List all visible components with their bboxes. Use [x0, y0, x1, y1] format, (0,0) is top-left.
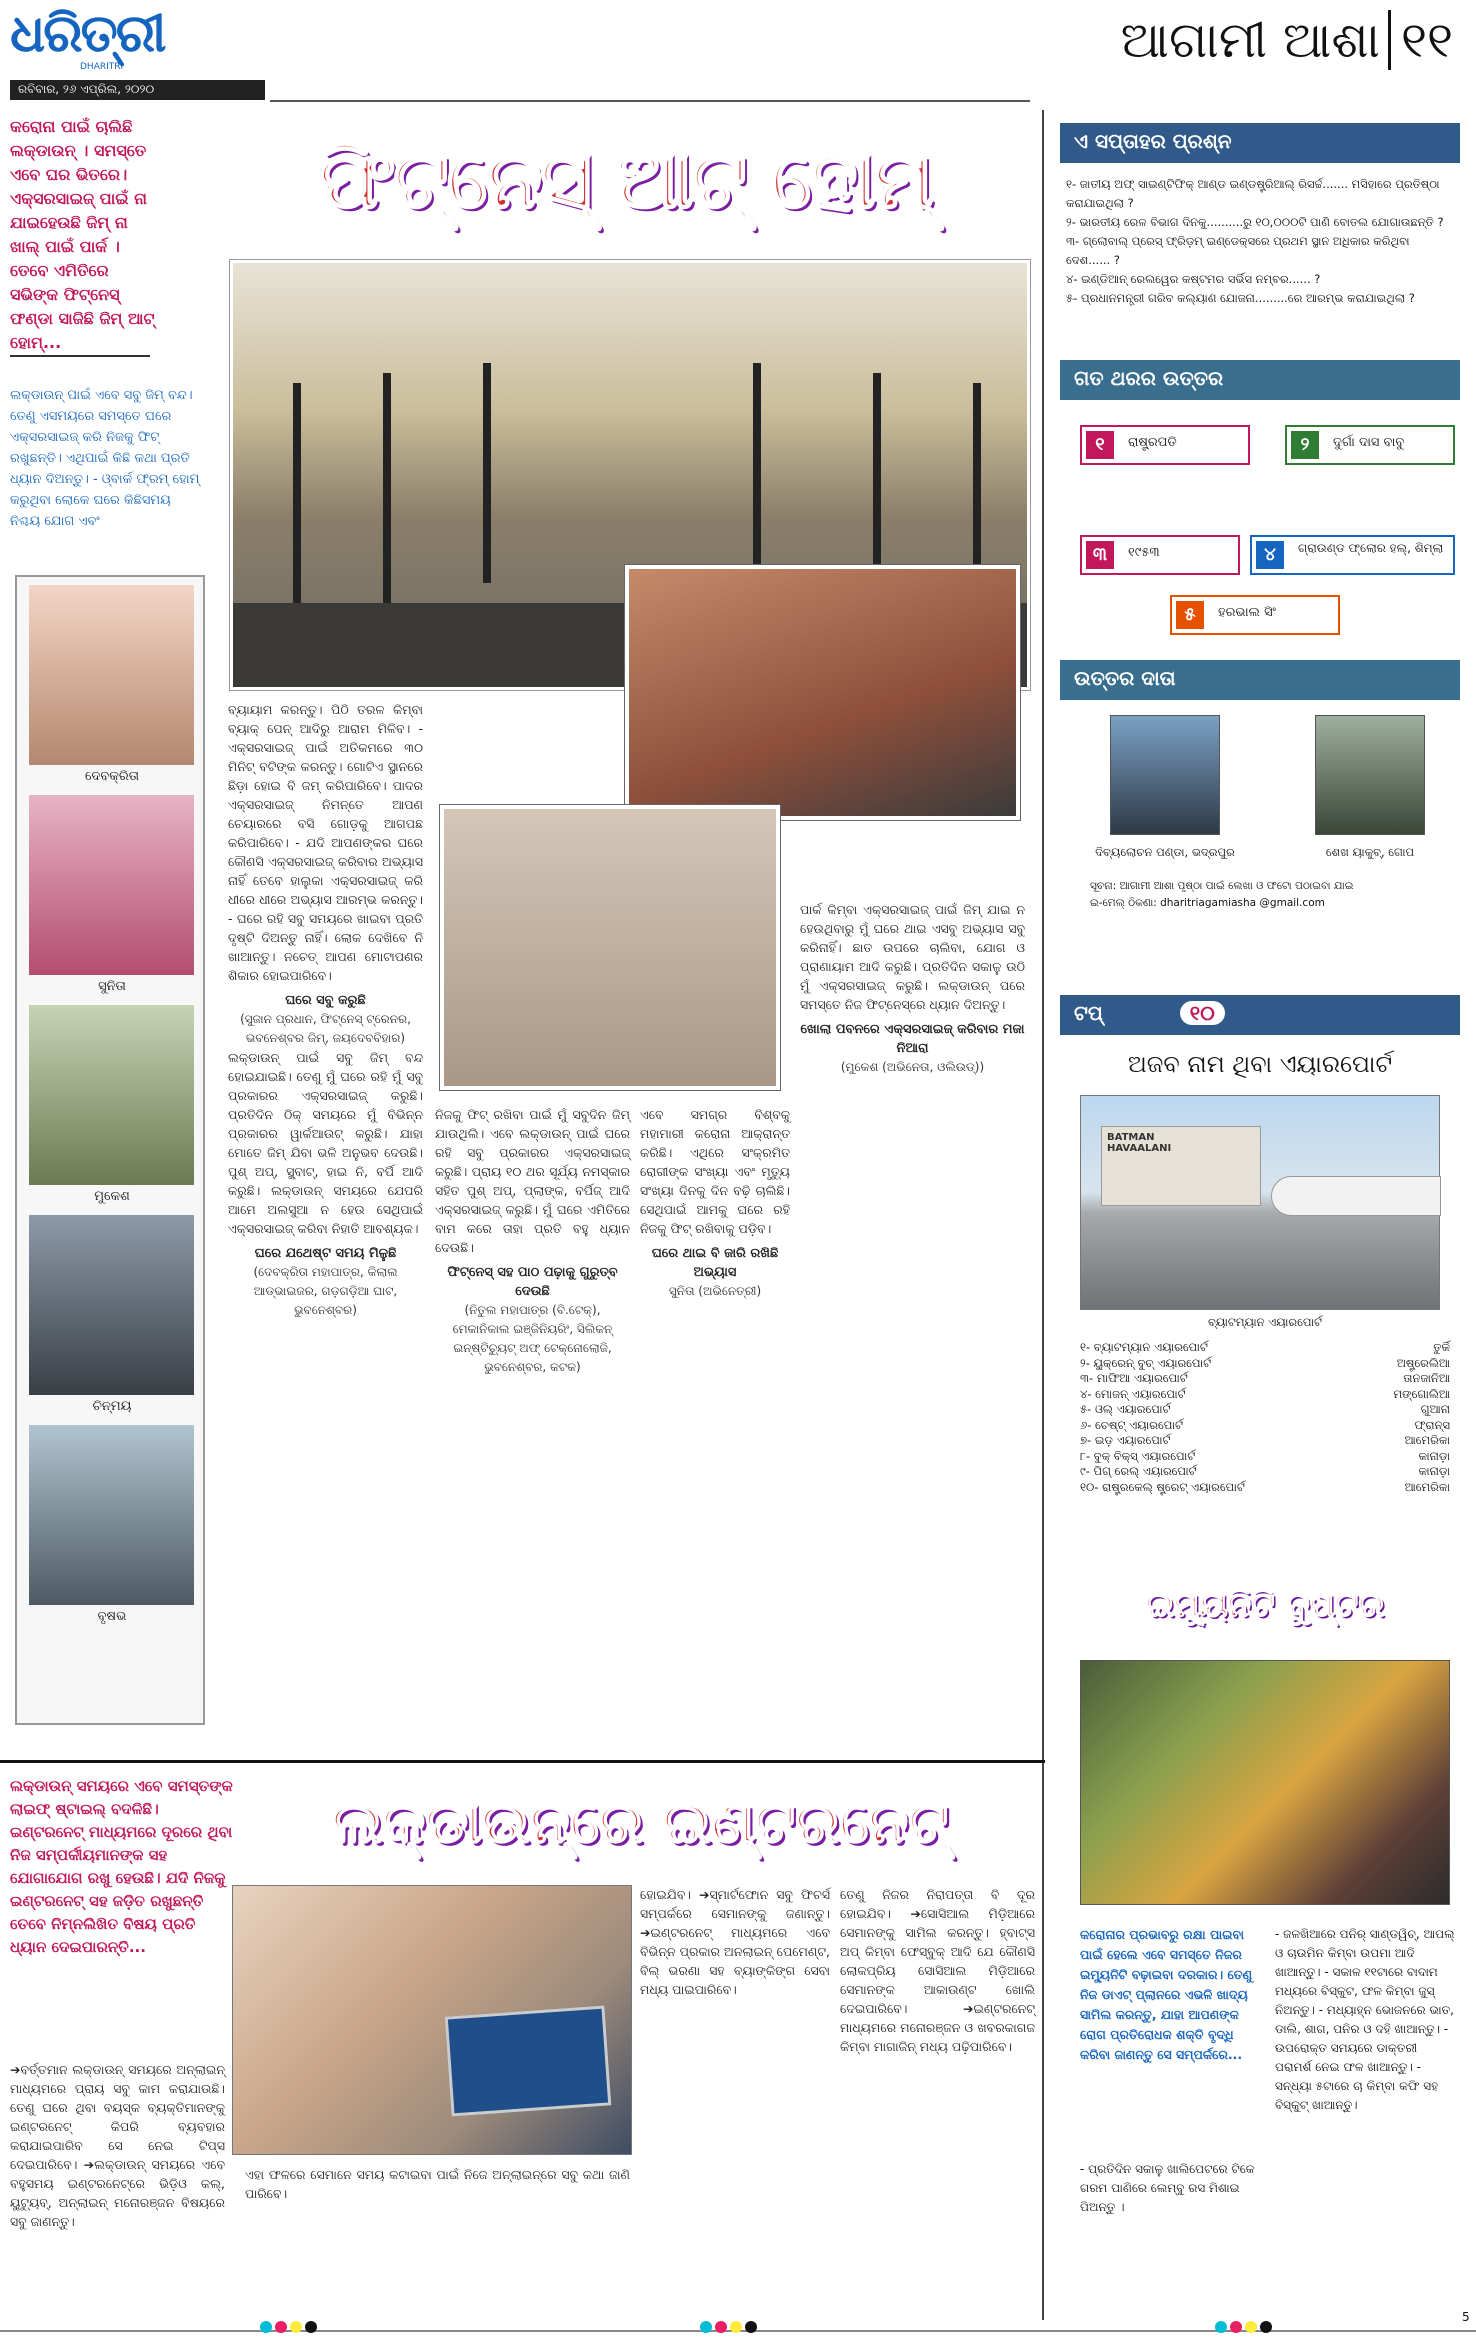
logo-text: ଧରିତ୍ରୀ: [10, 4, 165, 64]
section-divider: [0, 1760, 1045, 1763]
reg-mark-magenta: [275, 2321, 287, 2333]
solvers-header: ଉତ୍ତର ଦାତା: [1060, 660, 1460, 700]
portrait-photo: [29, 1005, 194, 1185]
body-column: ତେଣୁ ନିଜର ନିରାପତ୍ତା ବି ଦୂର ହୋଇଯିବ। ➔ସୋସିଆଲ ମିଡ଼ିଆରେ ସେମାନଙ୍କୁ ସାମିଲ କରନ୍ତୁ। ହ୍ବାଟ୍ସ ଅପ୍ କିମ୍ବା ଫେସ୍‌ବୁକ୍ ଆଦି ଯେ କୌଣସି ଲୋକପ୍ରିୟ ସୋସିଆଲ ମିଡ଼ିଆରେ ସେମାନଙ୍କ ଆକାଉଣ୍ଟ ଖୋଲି ଦେଇପାରିବେ। ➔ଇଣ୍ଟରନେଟ୍ ମାଧ୍ୟମରେ ମନୋରଞ୍ଜନ ଓ ଖବରକାଗଜ କିମ୍ବା ମାଗାଜିନ୍ ମଧ୍ୟ ପଢ଼ିପାରିବେ।: [840, 1887, 1035, 2054]
body-text: ଲକ୍‌ଡାଉନ୍ ପାଇଁ ସବୁ ଜିମ୍ ବନ୍ଦ ହୋଇଯାଇଛି। ତେଣୁ ମୁଁ ଘରେ ରହି ମୁଁ ସବୁ ପ୍ରକାରର ଏକ୍ସରସାଇଜ୍ କରୁଛି। ପ୍ରତିଦିନ ଠିକ୍ ସମୟରେ ମୁଁ ବିଭିନ୍ନ ପ୍ରକାରର ୱାର୍କଆଉଟ୍ କରୁଛି। ଯାହା ମୋତେ ଜିମ୍ ଯିବା ଭଳି ଅନୁଭବ ଦେଉଛି। ପୁଶ୍ ଅପ୍, ସ୍କ୍ବାଟ୍, ହାଇ ନି, ବର୍ପି ଆଦି କରୁଛି। ଲକ୍‌ଡାଉନ୍ ସମୟରେ ଯେପରି ଆମେ ଅଲସୁଆ ନ ହେଉ ସେଥିପାଇଁ ଏକ୍ସରସାଇଜ୍ କରିବା ନିହାତି ଆବଶ୍ୟକ।: [228, 1050, 423, 1236]
submission-note: ସୂଚନା: ଆଗାମୀ ଆଶା ପୃଷ୍ଠା ପାଇଁ ଲେଖା ଓ ଫଟୋ ପଠାଇବା ଯାଇ: [1090, 880, 1354, 892]
answers-header: ଗତ ଥରର ଉତ୍ତର: [1060, 360, 1460, 400]
airport-name: ୪- ମୋଜନ୍ ଏୟାରପୋର୍ଟ: [1080, 1386, 1186, 1401]
byline: (ମୁକେଶ (ଅଭିନେତା, ଓଲିଉଡ୍)): [840, 1060, 985, 1074]
reg-mark-cyan: [700, 2321, 712, 2333]
subhead: ଘରେ ଥାଇ ବି ଜାରି ରଖିଛି ଅଭ୍ୟାସ: [651, 1246, 779, 1280]
food-photo: [1080, 1660, 1450, 1905]
reg-mark-black: [745, 2321, 757, 2333]
reg-mark-black: [305, 2321, 317, 2333]
solver-name: ଦିବ୍ୟଲୋଚନ ପଣ୍ଡା, ଭଦ୍ରପୁର: [1095, 845, 1235, 859]
immunity-title: ଇମ୍ୟୁନିଟି ବୁଷ୍ଟର: [1145, 1585, 1385, 1625]
airport-name: ୭- ଇଡ଼ ଏୟାରପୋର୍ଟ: [1080, 1433, 1171, 1447]
page-number: ୧୧: [1388, 10, 1468, 70]
answer-text: ହରଭାଲ ସିଂ: [1218, 605, 1276, 620]
airport-name: ୧୦- ରାଷ୍ଟ୍ରକେଲ୍ ଷ୍ଟ୍ରେଟ୍ ଏୟାରପୋର୍ଟ: [1080, 1479, 1245, 1494]
body-column: [640, 1105, 790, 1301]
quiz-question: ୪- ଇଣ୍ଡିଆନ୍ ରେଲୱେର କଷ୍ଟମର ସର୍ଭିସ ନମ୍ବର...... ?: [1066, 272, 1321, 286]
answer-text: ଦୁର୍ଗା ଦାସ ବାବୁ: [1333, 435, 1405, 450]
body-text: ଏବେ ସମଗ୍ର ବିଶ୍ବକୁ ମହାମାରୀ କରୋନା ଆକ୍ରାନ୍ତ କରିଛି। ଏଥିରେ ସଂକ୍ରମିତ ରୋଗୀଙ୍କ ସଂଖ୍ୟା ଏବଂ ମୃତ୍ୟୁ ସଂଖ୍ୟା ଦିନକୁ ଦିନ ବଢ଼ି ଚାଲିଛି। ସେଥିପାଇଁ ଆମକୁ ଘରେ ରହି ନିଜକୁ ଫିଟ୍ ରଖିବାକୁ ପଡ଼ିବ।: [640, 1107, 790, 1236]
airport-country: କାନାଡ଼ା: [1418, 1464, 1450, 1478]
quiz-header: ଏ ସପ୍ତାହର ପ୍ରଶ୍ନ: [1060, 123, 1460, 163]
airport-country: ମଙ୍ଗୋଲିଆ: [1393, 1386, 1450, 1401]
issue-date: ରବିବାର, ୨୬ ଏପ୍ରିଲ, ୨୦୨୦: [10, 80, 265, 100]
portrait-caption: ଦେବକ୍ରିତା: [84, 769, 140, 784]
body-column: [435, 1105, 630, 1377]
body-column: ହୋଇଯିବ। ➔ସ୍ମାର୍ଟଫୋନ ସବୁ ଫିଚର୍ସ ସମ୍ପର୍କରେ ସେମାନଙ୍କୁ ଜଣାନ୍ତୁ। ➔ଇଣ୍ଟରନେଟ୍ ମାଧ୍ୟମରେ ଏବେ ବିଭିନ୍ନ ପ୍ରକାର ଅନଲାଇନ୍ ପେମେଣ୍ଟ, ବିଲ୍ ଭରଣା ସହ ବ୍ୟାଙ୍କିଙ୍ଗ ସେବା ମଧ୍ୟ ପାଇପାରିବେ।: [640, 1887, 830, 1997]
portrait-photo: [29, 585, 194, 765]
quiz-question: ୫- ପ୍ରଧାନମନ୍ତ୍ରୀ ଗରିବ କଲ୍ୟାଣ ଯୋଜନା.........ରେ ଆରମ୍ଭ କରାଯାଇଥିଲା ?: [1066, 291, 1415, 305]
reg-mark-black: [1260, 2321, 1272, 2333]
reg-mark-magenta: [715, 2321, 727, 2333]
reg-mark-yellow: [730, 2321, 742, 2333]
kneeling-athlete-photo: [440, 805, 780, 1090]
airport-country: ତାନଜାନିଆ: [1403, 1371, 1450, 1385]
reg-mark-cyan: [260, 2321, 272, 2333]
reg-mark-yellow: [1245, 2321, 1257, 2333]
registration-marks: [260, 2318, 320, 2332]
reg-mark-cyan: [1215, 2321, 1227, 2333]
portrait-photo: [29, 1425, 194, 1605]
immunity-intro: କରୋନାର ପ୍ରଭାବରୁ ରକ୍ଷା ପାଇବା ପାଇଁ ହେଲେ ଏବେ ସମସ୍ତେ ନିଜର ଇମ୍ୟୁନିଟି ବଢ଼ାଇବା ଦରକାର। ତେଣୁ ନିଜ ଡାଏଟ୍ ପ୍ଲାନରେ ଏଭଳି ଖାଦ୍ୟ ସାମିଲ କରନ୍ତୁ, ଯାହା ଆପଣଙ୍କ ରୋଗ ପ୍ରତିରୋଧକ ଶକ୍ତି ବୃଦ୍ଧି କରିବା ଜାଣନ୍ତୁ ସେ ସମ୍ପର୍କରେ...: [1080, 1927, 1253, 2062]
immunity-tip: - ଜଳଖିଆରେ ପନିର୍ ସାଣ୍ଡୱିଚ୍, ଆପଲ୍ ଓ ଚାଉମିନ କିମ୍ବା ଉପମା ଆଦି ଖାଆନ୍ତୁ। - ସକାଳ ୧୧ଟାରେ ବାଦାମ ମଧ୍ୟରେ ବିସ୍କୁଟ, ଫଳ କିମ୍ବା ଜୁସ୍ ନିଅନ୍ତୁ। - ମଧ୍ୟାହ୍ନ ଭୋଜନରେ ଭାତ, ଡାଲି, ଶାଗ, ପନିର ଓ ଦହି ଖାଆନ୍ତୁ। - ଉପରୋକ୍ତ ସମୟରେ ଡାକ୍ତରୀ ପରାମର୍ଶ ନେଇ ଫଳ ଖାଆନ୍ତୁ। - ସନ୍ଧ୍ୟା ୫ଟାରେ ଚା କିମ୍ବା କଫି ସହ ବିସ୍କୁଟ୍ ଖାଆନ୍ତୁ।: [1275, 1927, 1455, 2112]
footer-page-number: 5: [1462, 2310, 1470, 2324]
body-text: ନିଜକୁ ଫିଟ୍ ରଖିବା ପାଇଁ ମୁଁ ସବୁଦିନ ଜିମ୍ ଯାଉଥିଲି। ଏବେ ଲକ୍‌ଡାଉନ୍ ପାଇଁ ଘରେ ରହି ସବୁ ପ୍ରକାରର ଏକ୍ସରସାଇଜ୍ କରୁଛି। ପ୍ରାୟ ୧୦ ଥର ସୂର୍ଯ୍ୟ ନମସ୍କାର ସହିତ ପୁଶ୍ ଅପ୍, ପ୍ଲାଙ୍କ, ବର୍ପିଜ୍ ଆଦି ଏକ୍ସରସାଇଜ୍ କରୁଛି। ମୁଁ ଘରେ ଏମିତିରେ ବାମ କରେ ତାହା ପ୍ରତି ବହୁ ଧ୍ୟାନ ଦେଉଛି।: [435, 1107, 630, 1255]
airport-name: ୯- ପିଗ୍ ରେଲ୍ ଏୟାରପୋର୍ଟ: [1080, 1464, 1197, 1478]
subhead: ଘରେ ସବୁ କରୁଛି: [285, 993, 366, 1008]
airport-country: ଗୁଆନା: [1420, 1402, 1450, 1416]
column-divider: [1042, 110, 1044, 2320]
submission-email: ଇ-ମେଲ୍ ଠିକଣା: dharitriagamiasha @gmail.com: [1090, 897, 1325, 909]
byline: (ଦେବକ୍ରିତା ମହାପାତ୍ର, କିଲାଲ ଆଡ୍‌ଭାଇଜର, ଗଡ଼ଗଡ଼ିଆ ଘାଟ, ଭୁବନେଶ୍ବର): [253, 1265, 398, 1317]
body-column: [228, 700, 423, 1320]
body-text: ବ୍ୟାୟାମ କରନ୍ତୁ। ପିଠି ତରଳ କିମ୍ବା ବ୍ୟାକ୍ ପେନ୍ ଆଦିରୁ ଆରାମ ମିଳିବ। - ଏକ୍ସରସାଇଜ୍ ପାଇଁ ଅତିକମରେ ୩୦ ମିନିଟ୍ ବଟିଙ୍କ କରନ୍ତୁ। ଗୋଟିଏ ସ୍ଥାନରେ ଛିଡ଼ା ହୋଇ ବି ଜମ୍ କରିପାରିବେ। ପାଦର ଏକ୍ସରସାଇଜ୍ ନିମନ୍ତେ ଆପଣ ଚେୟାରରେ ବସି ଗୋଡ଼କୁ ଆଗପଛ କରିପାରିବେ। - ଯଦି ଆପଣଙ୍କର ଘରେ କୌଣସି ଏକ୍ସରସାଇଜ୍ କରିବାର ଅଭ୍ୟାସ ନାହିଁ ତେବେ ହାଲୁକା ଏକ୍ସରସାଇଜ୍ କରି ଧୀରେ ଧୀରେ ଅଭ୍ୟାସ ଆରମ୍ଭ କରନ୍ତୁ। - ଘରେ ରହି ସବୁ ସମୟରେ ଖାଇବା ପ୍ରତି ଦୃଷ୍ଟି ଦିଅନ୍ତୁ ନାହିଁ। ଲୋକ ଦେଖିବେ ନି ଖାଆନ୍ତୁ। ନଚେତ୍ ଆପଣ ମୋଟାପଣର ଶିକାର ହୋଇପାରିବେ।: [228, 702, 423, 983]
subhead: ଘରେ ଯଥେଷ୍ଟ ସମୟ ମିଳୁଛି: [254, 1246, 397, 1261]
portrait-caption: ବୃଷଭ: [97, 1609, 127, 1624]
airport-name: ୮- ବୁକ୍ ବିକ୍ସ୍ ଏୟାରପୋର୍ଟ: [1080, 1448, 1196, 1463]
immunity-tip: - ପ୍ରତିଦିନ ସକାଳୁ ଖାଲିପେଟରେ ଟିକେ ଗରମ ପାଣିରେ ଲେମ୍ବୁ ରସ ମିଶାଇ ପିଅନ୍ତୁ ।: [1080, 2162, 1255, 2214]
gym-rack: [483, 363, 491, 583]
portrait-caption: ସୁନିତା: [98, 979, 126, 994]
byline: (ସୁଜାନ ପ୍ରଧାନ, ଫିଟ୍‌ନେସ୍ ଟ୍ରେନର, ଭବନେଶ୍ବର ଜିମ୍, ଜୟଦେବବିହାର): [240, 1012, 411, 1045]
solver-name: ଶେଖ ୟାକୁବ୍, ଗୋପ: [1325, 845, 1415, 859]
tips-label: ଟପ୍: [1074, 1001, 1103, 1025]
gym-rack: [383, 373, 391, 603]
quiz-question: ୨- ଭାରତୀୟ ରେଳ ବିଭାଗ ଦିନକୁ..........ରୁ ୧୦,୦୦୦ଟି ପାଣି ବୋତଲ ଯୋଗାଉଛନ୍ତି ?: [1066, 215, 1444, 229]
subhead: ଖୋଲା ପବନରେ ଏକ୍ସରସାଇଜ୍ କରିବାର ମଜା ନିଆରା: [800, 1022, 1025, 1056]
portrait-photo: [29, 795, 194, 975]
yoga-stretch-photo: [625, 565, 1020, 820]
section-title: ଆଗାମୀ ଆଶା: [1120, 11, 1380, 69]
portrait-caption: ଚିନ୍ମୟ: [92, 1399, 132, 1414]
gym-rack: [753, 363, 761, 583]
laptop-screen: [445, 2006, 612, 2117]
answer-number: ୩: [1086, 541, 1114, 569]
body-text: ପାର୍କ କିମ୍ବା ଏକ୍ସରସାଇଜ୍ ପାଇଁ ଜିମ୍ ଯାଇ ନ ହେଉଥିବାରୁ ମୁଁ ଘରେ ଥାଇ ଏସବୁ ଅଭ୍ୟାସ ସବୁ କରିନାହିଁ। ଛାତ ଉପରେ ଚାଲିବା, ଯୋଗ ଓ ପ୍ରାଣାୟାମ ଆଦି କରୁଛି। ପ୍ରତିଦିନ ସକାଳୁ ଉଠି ମୁଁ ଏକ୍ସରସାଇଜ୍ କରୁଛି। ଲକ୍‌ଡାଉନ୍ ପରେ ସମସ୍ତେ ନିଜ ଫିଟ୍‌ନେସ୍‌ରେ ଧ୍ୟାନ ଦିଅନ୍ତୁ।: [800, 902, 1025, 1012]
airport-sign: BATMAN HAVAALANI: [1107, 1132, 1172, 1154]
airport-country: ଅଷ୍ଟ୍ରେଲିଆ: [1396, 1355, 1450, 1370]
quiz-question: ୧- ଜାତୀୟ ଅଫ୍ ସାଇଣ୍ଟିଫିକ୍ ଆଣ୍ଡ ଇଣ୍ଡଷ୍ଟ୍ରିଆଲ୍ ରିସର୍ଚ୍ଚ....... ମସିହାରେ ପ୍ରତିଷ୍ଠା କରାଯାଇଥିଲା ?: [1066, 177, 1440, 210]
answer-number: ୫: [1176, 601, 1204, 629]
story-headline: ଫିଟ୍‌ନେସ୍ ଆଟ୍ ହୋମ୍: [318, 133, 932, 226]
answer-number: ୪: [1256, 541, 1284, 569]
answer-text: ଗ୍ରାଉଣ୍ଡ ଫ୍ଲୋର ହଲ୍, ଶିମ୍‌ଲା: [1298, 541, 1444, 555]
airport-country: ତୁର୍କି: [1433, 1340, 1450, 1354]
airport-country: ଆମେରିକା: [1404, 1479, 1450, 1494]
airport-country: କାନାଡ଼ା: [1418, 1448, 1450, 1463]
portrait-photo: [29, 1215, 194, 1395]
body-column: ଏହା ଫଳରେ ସେମାନେ ସମୟ କଟାଇବା ପାଇଁ ନିଜେ ଅନ୍‌ଲାଇନ୍‌ରେ ସବୁ କଥା ଜାଣି ପାରିବେ।: [245, 2167, 630, 2201]
airport-name: ୨- ୟୁକ୍ରେନ୍ ବୁଚ୍ ଏୟାରପୋର୍ଟ: [1080, 1355, 1212, 1370]
family-laptop-photo: [232, 1885, 632, 2155]
portrait-caption: ମୁକେଶ: [94, 1189, 130, 1204]
gym-rack: [293, 383, 301, 613]
subhead: ଫିଟ୍‌ନେସ୍ ସହ ପାଠ ପଢ଼ାକୁ ଗୁରୁତ୍ବ ଦେଉଛି: [447, 1265, 618, 1299]
reg-mark-yellow: [290, 2321, 302, 2333]
masthead-rule: [270, 100, 1030, 102]
airport-country: ଫ୍ରାନ୍ସ: [1414, 1417, 1450, 1432]
quiz-question: ୩- ଗ୍ଲୋବାଲ୍ ପ୍ରେସ୍ ଫ୍ରିଡ଼ମ୍ ଇଣ୍ଡେକ୍ସରେ ପ୍ରଥମ ସ୍ଥାନ ଅଧିକାର କରିଥିବା ଦେଶ...... ?: [1066, 234, 1410, 267]
airport-country: ଆମେରିକା: [1404, 1433, 1450, 1447]
intro-divider: [10, 355, 150, 357]
registration-marks: [700, 2318, 760, 2332]
masthead-logo: [10, 6, 225, 76]
immunity-section: [1060, 560, 1460, 2330]
answer-number: ୧: [1086, 431, 1114, 459]
tips-title: ଅଜବ ନାମ ଥିବା ଏୟାରପୋର୍ଟ: [1127, 1050, 1393, 1078]
airport-name: ୧- ବ୍ୟାଟମ୍ୟାନ ଏୟାରପୋର୍ଟ: [1080, 1340, 1208, 1354]
story2-intro: ଲକ୍‌ଡାଉନ୍ ସମୟରେ ଏବେ ସମସ୍ତଙ୍କ ଲାଇଫ୍ ଷ୍ଟାଇଲ୍ ବଦଳିଛି। ଇଣ୍ଟରନେଟ୍ ମାଧ୍ୟମରେ ଦୂରରେ ଥିବା ନିଜ ସମ୍ପର୍କୀୟମାନଙ୍କ ସହ ଯୋଗାଯୋଗ ରଖୁ ହେଉଛି। ଯଦି ନିଜକୁ ଇଣ୍ଟରନେଟ୍ ସହ ଜଡ଼ିତ ରଖୁଛନ୍ତି ତେବେ ନିମ୍ନଲିଖିତ ବିଷୟ ପ୍ରତି ଧ୍ୟାନ ଦେଇପାରନ୍ତି...: [10, 1777, 233, 1956]
answer-number: ୨: [1291, 431, 1319, 459]
reg-mark-magenta: [1230, 2321, 1242, 2333]
story2-headline: ଲକ୍‌ଡାଉନ୍‌ରେ ଇଣ୍ଟରନେଟ୍: [331, 1788, 949, 1856]
airport-name: ୩- ମାଫିଆ ଏୟାରପୋର୍ଟ: [1080, 1371, 1188, 1385]
byline: ସୁନିତା (ଅଭିନେତ୍ରୀ): [668, 1284, 762, 1298]
registration-marks: [1215, 2318, 1275, 2332]
body-column: ➔ବର୍ତ୍ତମାନ ଲକ୍‌ଡାଉନ୍ ସମୟରେ ଅନ୍‌ଲାଇନ୍ ମାଧ୍ୟମରେ ପ୍ରାୟ ସବୁ କାମ କରାଯାଉଛି। ତେଣୁ ଘରେ ଥିବା ବୟସ୍କ ବ୍ୟକ୍ତିମାନଙ୍କୁ ଇଣ୍ଟରନେଟ୍ କିପରି ବ୍ୟବହାର କରାଯାଇପାରିବ ସେ ନେଇ ଟିପ୍ସ ଦେଇପାରିବେ। ➔ଲକ୍‌ଡାଉନ୍ ସମୟରେ ଏବେ ବହୁସମୟ ଇଣ୍ଟରନେଟ୍‌ରେ ଭିଡ଼ିଓ କଲ୍, ୟୁଟ୍ୟୁବ୍, ଅନ୍‌ଲାଇନ୍ ମନୋରଞ୍ଜନ ବିଷୟରେ ସବୁ ଜାଣନ୍ତୁ।: [10, 2062, 225, 2229]
tips-number: ୧୦: [1180, 1001, 1225, 1025]
story-intro: କରୋନା ପାଇଁ ଚାଲିଛି ଲକ୍‌ଡାଉନ୍‌ । ସମସ୍ତେ ଏବେ ଘର ଭିତରେ। ଏକ୍ସରସାଇଜ୍ ପାଇଁ ନା ଯାଇହେଉଛି ଜିମ୍ ନା ଖାଲ୍ ପାଇଁ ପାର୍କ । ତେବେ ଏମିତିରେ ସଭିଙ୍କ ଫିଟ୍‌ନେସ୍ ଫଣ୍ଡା ସାଜିଛି ଜିମ୍ ଆଟ୍ ହୋମ୍...: [10, 117, 155, 352]
airport-name: ୫- ଓଲ୍ ଏୟାରପୋର୍ଟ: [1080, 1402, 1171, 1416]
airport-name: ୬- ଚେଷ୍ଟ୍ ଏୟାରପୋର୍ଟ: [1080, 1417, 1183, 1432]
portraits-column: [15, 575, 205, 1725]
airport-caption: ବ୍ୟାଟମ୍ୟାନ ଏୟାରପୋର୍ଟ: [1207, 1315, 1323, 1329]
logo-subtitle: DHARITRI: [80, 62, 124, 72]
answer-text: ରାଷ୍ଟ୍ରପତି: [1128, 435, 1177, 450]
body-column: [800, 900, 1025, 1077]
answer-text: ୧୯୫୩: [1128, 545, 1160, 560]
byline: (ନିତୁଲ ମହାପାତ୍ର (ବି.ଟେକ୍), ମେକାନିକାଲ ଇଞ୍ଜିନିୟରିଂ, ସିଲିକନ୍ ଇନ୍‌ଷ୍ଟିଚ୍ୟୁଟ୍ ଅଫ୍ ଟେକ୍ନୋଲୋଜି, ଭୁବନେଶ୍ବର, କଟକ): [452, 1303, 613, 1374]
story-lead: ଲକ୍‌ଡାଉନ୍ ପାଇଁ ଏବେ ସବୁ ଜିମ୍ ବନ୍ଦ। ତେଣୁ ଏସମୟରେ ସମସ୍ତେ ଘରେ ଏକ୍ସରସାଇଜ୍ କରି ନିଜକୁ ଫିଟ୍ ରଖୁଛନ୍ତି। ଏଥିପାଇଁ କିଛି କଥା ପ୍ରତି ଧ୍ୟାନ ଦିଅନ୍ତୁ। - ଓ୍ବାର୍କ ଫ୍ରମ୍ ହୋମ୍ କରୁଥିବା ଲୋକେ ଘରେ କିଛିସମୟ ନିଶ୍ଚୟ ଯୋଗ ଏବଂ: [10, 388, 200, 529]
